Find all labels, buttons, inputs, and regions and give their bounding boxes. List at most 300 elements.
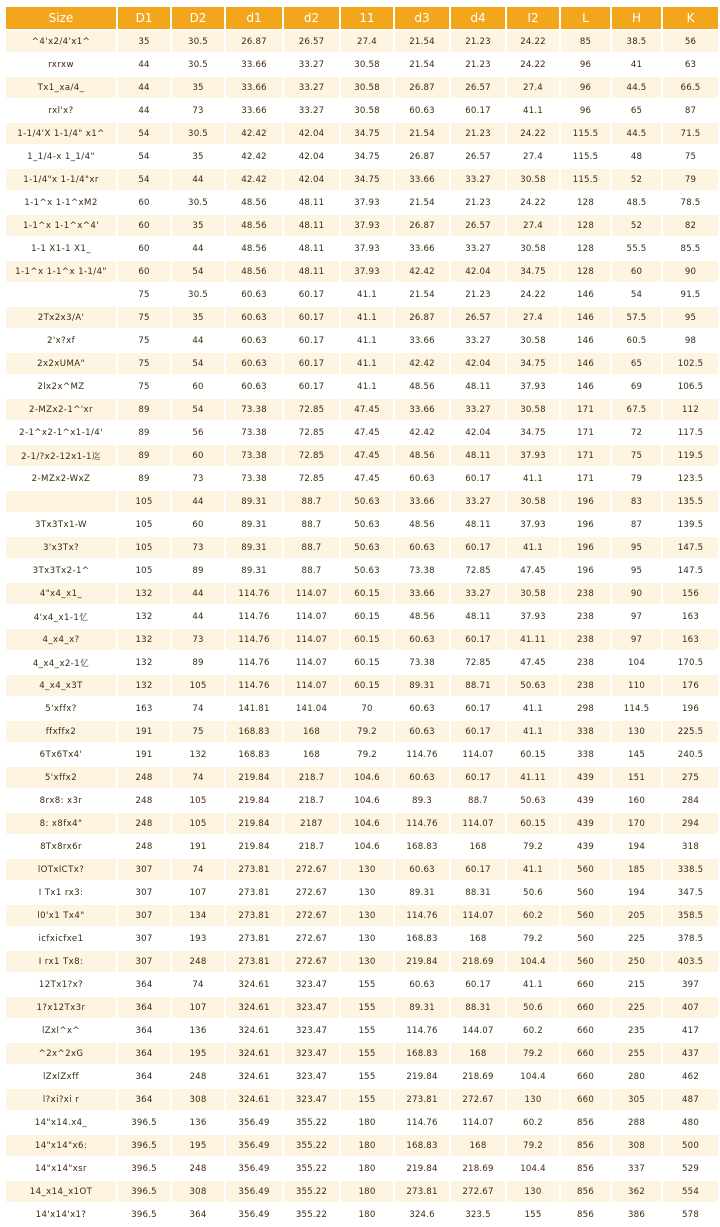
dimension-cell: 106.5 [663,376,718,397]
dimension-cell: 195 [172,1135,224,1156]
size-cell: 12Tx1?x? [6,974,116,995]
size-cell: 4_x4_x2-1忆 [6,652,116,673]
size-cell: 14'x14'x1? [6,1204,116,1225]
size-cell: 1-1^x 1-1^x^4' [6,215,116,236]
dimension-cell: 238 [561,583,610,604]
size-cell: I rx1 Tx8: [6,951,116,972]
dimension-cell: 60.17 [451,629,505,650]
dimension-cell: 60.17 [451,767,505,788]
dimension-cell: 194 [612,836,661,857]
dimension-cell: 378.5 [663,928,718,949]
dimension-cell: 196 [663,698,718,719]
dimension-cell: 180 [341,1135,393,1156]
table-row [6,215,718,236]
dimension-cell: 89.31 [226,560,282,581]
table-row [6,169,718,190]
table-row [6,928,718,949]
dimension-cell: 75 [612,445,661,466]
dimension-cell: 396.5 [118,1158,170,1179]
dimension-cell: 307 [118,859,170,880]
dimension-cell: 364 [118,1020,170,1041]
dimension-cell: 560 [561,859,610,880]
dimension-cell: 60.63 [395,468,449,489]
dimension-cell: 41.1 [341,284,393,305]
size-cell: I Tx1 rx3: [6,882,116,903]
dimension-cell: 89.31 [395,997,449,1018]
dimension-cell: 130 [507,1181,559,1202]
dimension-cell: 240.5 [663,744,718,765]
dimension-cell: 60.2 [507,1112,559,1133]
dimension-cell: 114.76 [395,1112,449,1133]
dimension-cell: 89 [172,560,224,581]
dimension-cell: 215 [612,974,661,995]
dimension-cell: 35 [172,215,224,236]
dimension-cell: 85.5 [663,238,718,259]
dimension-cell: 33.66 [395,238,449,259]
table-row [6,1089,718,1110]
dimension-cell: 308 [612,1135,661,1156]
dimension-cell: 272.67 [451,1089,505,1110]
dimension-cell: 219.84 [226,790,282,811]
dimension-cell: 364 [118,997,170,1018]
dimension-cell: 273.81 [226,882,282,903]
dimension-cell: 73.38 [395,652,449,673]
dimension-cell: 132 [118,583,170,604]
dimension-cell: 437 [663,1043,718,1064]
dimension-cell: 307 [118,882,170,903]
dimension-cell: 21.23 [451,123,505,144]
dimension-cell: 439 [561,767,610,788]
dimension-cell: 69 [612,376,661,397]
dimension-cell: 41.1 [341,330,393,351]
dimension-cell: 54 [172,261,224,282]
dimension-cell: 35 [118,31,170,52]
dimension-cell: 308 [172,1089,224,1110]
dimension-cell: 104.6 [341,836,393,857]
dimension-cell: 30.58 [507,491,559,512]
dimension-cell: 79.2 [341,744,393,765]
dimension-cell: 60 [612,261,661,282]
dimension-cell: 323.5 [451,1204,505,1225]
dimension-cell: 146 [561,284,610,305]
dimension-cell: 54 [118,169,170,190]
table-row [6,859,718,880]
dimension-cell: 89 [172,652,224,673]
header-d4: d4 [451,7,505,29]
size-cell: 8rx8: x3r [6,790,116,811]
table-row [6,1020,718,1041]
dimension-cell: 85 [561,31,610,52]
dimension-cell: 44.5 [612,123,661,144]
dimension-cell: 89.31 [395,675,449,696]
dimension-cell: 47.45 [507,560,559,581]
dimension-cell: 60.17 [284,284,339,305]
dimension-cell: 44.5 [612,77,661,98]
dimension-cell: 364 [118,1066,170,1087]
dimension-cell: 362 [612,1181,661,1202]
dimension-cell: 60.15 [341,583,393,604]
dimension-cell: 60.17 [284,330,339,351]
dimension-cell: 218.69 [451,1066,505,1087]
dimension-cell: 324.61 [226,1089,282,1110]
dimension-cell: 147.5 [663,537,718,558]
dimension-cell: 56 [663,31,718,52]
dimension-cell: 52 [612,215,661,236]
dimension-cell: 273.81 [226,905,282,926]
dimension-cell: 48.56 [226,192,282,213]
dimension-cell: 74 [172,767,224,788]
dimension-cell: 60.2 [507,1020,559,1041]
dimension-cell: 50.63 [341,560,393,581]
dimension-cell: 75 [118,284,170,305]
dimension-cell: 91.5 [663,284,718,305]
dimension-cell: 54 [612,284,661,305]
dimension-cell: 114.07 [451,813,505,834]
dimension-cell: 298 [561,698,610,719]
dimension-cell: 115.5 [561,169,610,190]
dimension-cell: 130 [341,905,393,926]
dimension-cell: 79.2 [507,836,559,857]
dimension-cell: 54 [172,353,224,374]
dimension-cell: 238 [561,606,610,627]
dimension-cell: 147.5 [663,560,718,581]
dimension-cell: 60.17 [451,721,505,742]
dimension-cell: 72.85 [284,399,339,420]
dimension-cell: 462 [663,1066,718,1087]
dimension-cell: 48.56 [226,261,282,282]
table-row [6,330,718,351]
dimension-cell: 30.58 [341,77,393,98]
table-row [6,123,718,144]
dimension-cell: 90 [663,261,718,282]
size-cell: 1-1/4"x 1-1/4"xr [6,169,116,190]
dimension-cell: 47.45 [507,652,559,673]
dimension-cell: 35 [172,307,224,328]
dimension-cell: 856 [561,1181,610,1202]
dimension-cell: 554 [663,1181,718,1202]
dimension-cell: 114.07 [284,629,339,650]
dimension-cell: 72.85 [284,422,339,443]
dimension-cell: 128 [561,215,610,236]
dimension-cell: 33.27 [451,169,505,190]
dimension-cell: 487 [663,1089,718,1110]
table-row [6,744,718,765]
dimension-cell: 52 [612,169,661,190]
size-cell: 6Tx6Tx4' [6,744,116,765]
dimension-cell: 660 [561,1066,610,1087]
dimension-cell: 73.38 [226,468,282,489]
dimension-cell: 42.04 [451,353,505,374]
dimension-cell: 107 [172,997,224,1018]
size-cell: 1-1^x 1-1^x 1-1/4" [6,261,116,282]
dimension-cell: 60.63 [395,767,449,788]
dimension-cell: 41.1 [507,100,559,121]
dimension-cell: 73.38 [395,560,449,581]
dimension-cell: 72.85 [451,560,505,581]
dimension-cell: 318 [663,836,718,857]
dimension-cell: 105 [118,537,170,558]
dimension-cell: 88.31 [451,882,505,903]
dimension-cell: 155 [341,1020,393,1041]
dimension-cell: 155 [341,997,393,1018]
dimension-cell: 856 [561,1204,610,1225]
table-row [6,376,718,397]
header-d3: d3 [395,7,449,29]
table-row [6,422,718,443]
dimension-cell: 41 [612,54,661,75]
dimension-cell: 307 [118,951,170,972]
dimension-cell: 273.81 [226,859,282,880]
dimension-cell: 21.23 [451,54,505,75]
table-row [6,652,718,673]
size-cell: 8: x8fx4" [6,813,116,834]
dimension-cell: 132 [118,675,170,696]
dimension-cell: 41.11 [507,767,559,788]
dimension-cell: 54 [172,399,224,420]
dimension-cell: 60.15 [341,606,393,627]
size-cell: 1-1 X1-1 X1_ [6,238,116,259]
dimension-cell: 307 [118,905,170,926]
dimension-cell: 41.1 [507,698,559,719]
header-D1: D1 [118,7,170,29]
dimension-cell: 219.84 [226,767,282,788]
table-row [6,1066,718,1087]
table-row [6,284,718,305]
dimension-cell: 163 [663,606,718,627]
dimension-cell: 41.1 [507,537,559,558]
dimension-cell: 180 [341,1181,393,1202]
dimension-cell: 87 [612,514,661,535]
dimension-cell: 79 [663,169,718,190]
dimension-cell: 114.07 [284,652,339,673]
dimension-cell: 33.66 [226,100,282,121]
size-cell: Tx1_xa/4_ [6,77,116,98]
dimension-cell: 324.61 [226,1066,282,1087]
dimension-cell: 74 [172,974,224,995]
dimension-cell: 323.47 [284,974,339,995]
dimension-cell: 67.5 [612,399,661,420]
dimension-cell: 26.87 [395,307,449,328]
dimension-cell: 170.5 [663,652,718,673]
dimension-cell: 48.56 [226,215,282,236]
table-row [6,721,718,742]
dimension-cell: 168.83 [395,1043,449,1064]
dimension-cell: 73 [172,468,224,489]
dimension-cell: 30.58 [507,238,559,259]
dimension-cell: 323.47 [284,1043,339,1064]
dimension-cell: 193 [172,928,224,949]
dimension-cell: 42.04 [451,261,505,282]
dimension-cell: 171 [561,422,610,443]
size-cell [6,491,116,512]
table-row [6,238,718,259]
dimension-cell: 21.54 [395,54,449,75]
dimension-cell: 95 [612,537,661,558]
dimension-cell: 72.85 [284,468,339,489]
dimension-cell: 41.11 [507,629,559,650]
dimension-cell: 272.67 [451,1181,505,1202]
dimension-cell: 396.5 [118,1181,170,1202]
dimension-cell: 396.5 [118,1135,170,1156]
dimension-cell: 218.69 [451,1158,505,1179]
dimension-table-container [4,5,704,1227]
dimension-cell: 30.58 [341,54,393,75]
dimension-cell: 27.4 [507,77,559,98]
size-cell: 1_1/4-x 1_1/4" [6,146,116,167]
table-row [6,560,718,581]
dimension-cell: 54 [118,146,170,167]
dimension-cell: 250 [612,951,661,972]
dimension-cell: 114.07 [284,606,339,627]
dimension-cell: 48.11 [284,215,339,236]
dimension-cell: 37.93 [341,238,393,259]
size-cell: 5'xffx? [6,698,116,719]
dimension-cell: 248 [118,767,170,788]
dimension-cell: 37.93 [507,445,559,466]
dimension-cell: 364 [118,974,170,995]
dimension-cell: 439 [561,836,610,857]
dimension-cell: 114.5 [612,698,661,719]
dimension-cell: 110 [612,675,661,696]
dimension-cell: 33.27 [284,54,339,75]
dimension-cell: 273.81 [226,951,282,972]
dimension-cell: 21.54 [395,123,449,144]
dimension-cell: 338.5 [663,859,718,880]
dimension-cell: 60.63 [395,629,449,650]
dimension-cell: 560 [561,882,610,903]
size-cell: ^2x^2xG [6,1043,116,1064]
dimension-cell: 60.63 [395,698,449,719]
dimension-cell: 130 [341,859,393,880]
table-row [6,77,718,98]
dimension-cell: 105 [118,560,170,581]
table-row [6,790,718,811]
dimension-cell: 71.5 [663,123,718,144]
dimension-cell: 180 [341,1158,393,1179]
dimension-cell: 238 [561,629,610,650]
dimension-cell: 171 [561,445,610,466]
dimension-cell: 33.66 [226,77,282,98]
dimension-cell: 102.5 [663,353,718,374]
dimension-cell: 104.4 [507,951,559,972]
dimension-cell: 168 [451,836,505,857]
dimension-cell: 105 [118,514,170,535]
dimension-cell: 47.45 [341,422,393,443]
dimension-cell: 60.17 [284,353,339,374]
dimension-cell: 21.23 [451,31,505,52]
dimension-cell: 48.56 [395,514,449,535]
dimension-cell: 323.47 [284,1020,339,1041]
dimension-cell: 355.22 [284,1181,339,1202]
dimension-cell: 439 [561,790,610,811]
dimension-cell: 104.6 [341,790,393,811]
dimension-cell: 33.66 [395,583,449,604]
dimension-cell: 355.22 [284,1135,339,1156]
dimension-cell: 191 [118,721,170,742]
dimension-cell: 168.83 [226,721,282,742]
dimension-cell: 356.49 [226,1181,282,1202]
table-row [6,1181,718,1202]
dimension-cell: 355.22 [284,1204,339,1225]
dimension-cell: 114.76 [226,606,282,627]
dimension-cell: 107 [172,882,224,903]
dimension-cell: 578 [663,1204,718,1225]
table-row [6,951,718,972]
dimension-cell: 130 [341,928,393,949]
dimension-cell: 356.49 [226,1204,282,1225]
dimension-cell: 288 [612,1112,661,1133]
dimension-cell: 105 [172,675,224,696]
table-row [6,54,718,75]
table-row [6,192,718,213]
dimension-cell: 168.83 [395,1135,449,1156]
dimension-cell: 75 [118,330,170,351]
size-cell: 2-MZx2-1^'xr [6,399,116,420]
dimension-cell: 33.27 [451,399,505,420]
dimension-cell: 225.5 [663,721,718,742]
dimension-cell: 134 [172,905,224,926]
dimension-cell: 171 [561,468,610,489]
size-cell: 4'x4_x1-1忆 [6,606,116,627]
dimension-cell: 114.07 [451,905,505,926]
dimension-cell: 88.7 [284,560,339,581]
dimension-cell: 60.15 [341,629,393,650]
dimension-cell: 26.87 [395,77,449,98]
dimension-cell: 24.22 [507,54,559,75]
dimension-cell: 219.84 [395,1158,449,1179]
dimension-cell: 79.2 [507,928,559,949]
dimension-cell: 83 [612,491,661,512]
size-cell: lZxl^x^ [6,1020,116,1041]
dimension-cell: 73.38 [226,399,282,420]
dimension-cell: 48.11 [284,192,339,213]
table-row [6,675,718,696]
dimension-cell: 168 [451,928,505,949]
dimension-cell: 324.61 [226,974,282,995]
size-cell: ^4'x2/4'x1^ [6,31,116,52]
dimension-cell: 60.17 [451,859,505,880]
dimension-cell: 856 [561,1158,610,1179]
dimension-cell: 21.54 [395,284,449,305]
dimension-cell: 42.42 [395,422,449,443]
dimension-cell: 50.63 [341,514,393,535]
dimension-cell: 24.22 [507,31,559,52]
dimension-cell: 33.27 [451,238,505,259]
dimension-cell: 132 [118,629,170,650]
dimension-cell: 89 [118,399,170,420]
size-cell: 3Tx3Tx2-1^ [6,560,116,581]
dimension-cell: 44 [172,169,224,190]
dimension-cell: 42.42 [395,261,449,282]
dimension-cell: 132 [118,652,170,673]
dimension-cell: 88.71 [451,675,505,696]
dimension-cell: 96 [561,100,610,121]
dimension-cell: 130 [612,721,661,742]
dimension-cell: 2187 [284,813,339,834]
dimension-cell: 54 [118,123,170,144]
dimension-cell: 104.4 [507,1066,559,1087]
size-cell: 1-1^x 1-1^xM2 [6,192,116,213]
dimension-cell: 338 [561,744,610,765]
table-row [6,1043,718,1064]
dimension-cell: 24.22 [507,192,559,213]
dimension-cell: 219.84 [395,951,449,972]
header-I2: I2 [507,7,559,29]
size-cell: 1?x12Tx3r [6,997,116,1018]
dimension-cell: 123.5 [663,468,718,489]
dimension-cell: 26.87 [395,215,449,236]
dimension-cell: 34.75 [341,146,393,167]
